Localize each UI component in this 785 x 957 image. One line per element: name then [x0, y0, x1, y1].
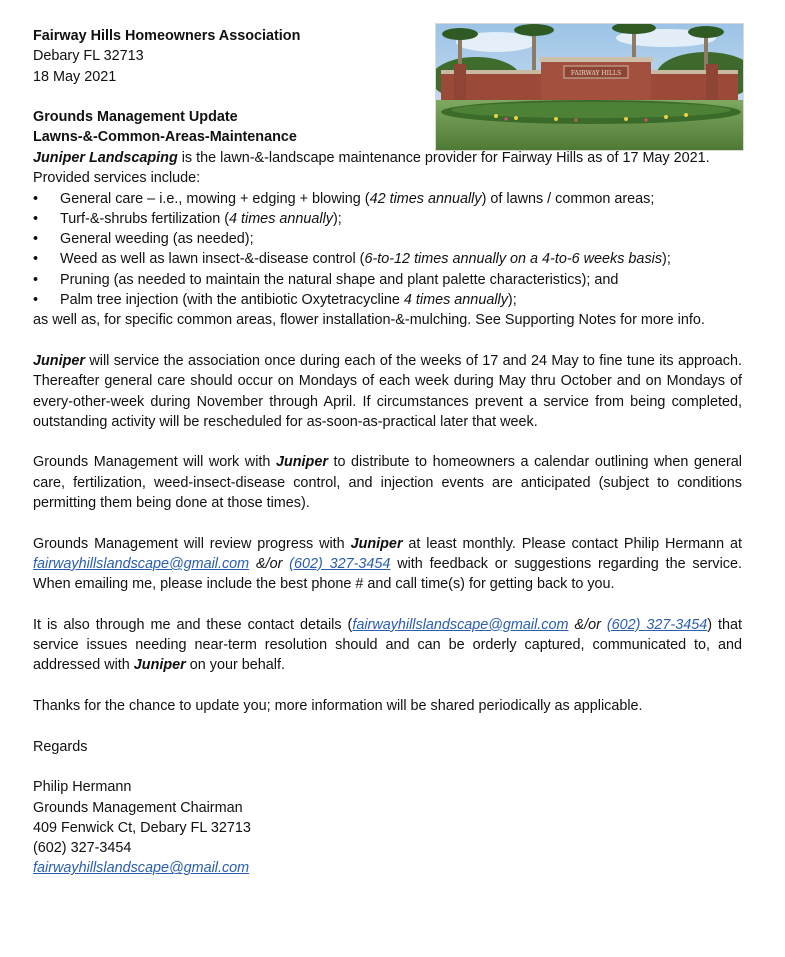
intro-paragraph: Juniper Landscaping is the lawn-&-landscape maintenance provider for Fairway Hills as of 17 May 2021. Provided services include: [33, 150, 710, 187]
phone-link[interactable]: (602) 327-3454 [606, 616, 708, 633]
list-item: • General care – i.e., mowing + edging + blowing (42 times annually) of lawns / common areas; [33, 189, 742, 209]
signature-email-link[interactable]: fairwayhillslandscape@gmail.com [33, 860, 250, 877]
calendar-paragraph: Grounds Management will work with Juniper to distribute to homeowners a calendar outlining when general care, fertilization, weed-insect-disease control, and injection events are anticipated (subject to conditions permitting them being done at those times). [33, 454, 742, 512]
phone-link[interactable]: (602) 327-3454 [289, 555, 391, 572]
list-item: • Palm tree injection (with the antibiotic Oxytetracycline 4 times annually); [33, 290, 742, 310]
signature-block [33, 777, 742, 878]
email-link[interactable]: fairwayhillslandscape@gmail.com [352, 616, 569, 633]
sign-text: FAIRWAY HILLS [570, 70, 622, 77]
email-link[interactable]: fairwayhillslandscape@gmail.com [33, 555, 250, 572]
signature-name: Philip Hermann [33, 779, 132, 796]
letter-date: 18 May 2021 [33, 68, 117, 85]
signature-title: Grounds Management Chairman [33, 799, 243, 816]
services-list [33, 189, 742, 311]
bullet-icon: • [33, 210, 39, 227]
subject-line-1: Grounds Management Update [33, 109, 238, 126]
thanks-paragraph: Thanks for the chance to update you; more information will be shared periodically as applicable. [33, 698, 643, 715]
bullet-icon: • [33, 231, 39, 248]
signature-address: 409 Fenwick Ct, Debary FL 32713 [33, 819, 251, 836]
contact-paragraph: Grounds Management will review progress with Juniper at least monthly. Please contact Philip Hermann at fairwayhillslandscape@gmail.com &/or (602) 327-3454 with feedback or suggestions regarding the service. When emailing me, please include the best phone # and call time(s) for getting back to you. [33, 535, 743, 593]
org-city: Debary FL 32713 [33, 48, 144, 65]
services-footer: as well as, for specific common areas, flower installation-&-mulching. See Supporting Notes for more info. [33, 312, 705, 329]
org-name: Fairway Hills Homeowners Association [33, 28, 301, 44]
schedule-paragraph: Juniper will service the association once during each of the weeks of 17 and 24 May to fine tune its approach. Thereafter general care should occur on Mondays of each week during May thru October and on Mondays of every-other-week during November through April. If circumstances prevent a service from being completed, outstanding activity will be rescheduled for as-soon-as-practical later that week. [33, 352, 742, 430]
list-item: • General weeding (as needed); [33, 229, 742, 249]
closing: Regards [33, 738, 88, 755]
bullet-icon: • [33, 292, 39, 309]
company-name: Juniper Landscaping [33, 150, 178, 166]
bullet-icon: • [33, 251, 39, 268]
list-item: • Turf-&-shrubs fertilization (4 times annually); [33, 209, 742, 229]
issues-paragraph: It is also through me and these contact details (fairwayhillslandscape@gmail.com &/or (602) 327-3454) that service issues needing near-term resolution should and can be orderly captured, communicated to, and addressed with Juniper on your behalf. [33, 616, 743, 674]
letter-header [33, 26, 742, 148]
list-item: • Pruning (as needed to maintain the natural shape and plant palette characteristics); and [33, 270, 742, 290]
bullet-icon: • [33, 190, 39, 207]
list-item: • Weed as well as lawn insect-&-disease control (6-to-12 times annually on a 4-to-6 weeks basis); [33, 249, 742, 269]
bullet-icon: • [33, 271, 39, 288]
subject-line-2: Lawns-&-Common-Areas-Maintenance [33, 129, 297, 146]
letter [33, 26, 742, 879]
signature-phone: (602) 327-3454 [33, 840, 132, 857]
